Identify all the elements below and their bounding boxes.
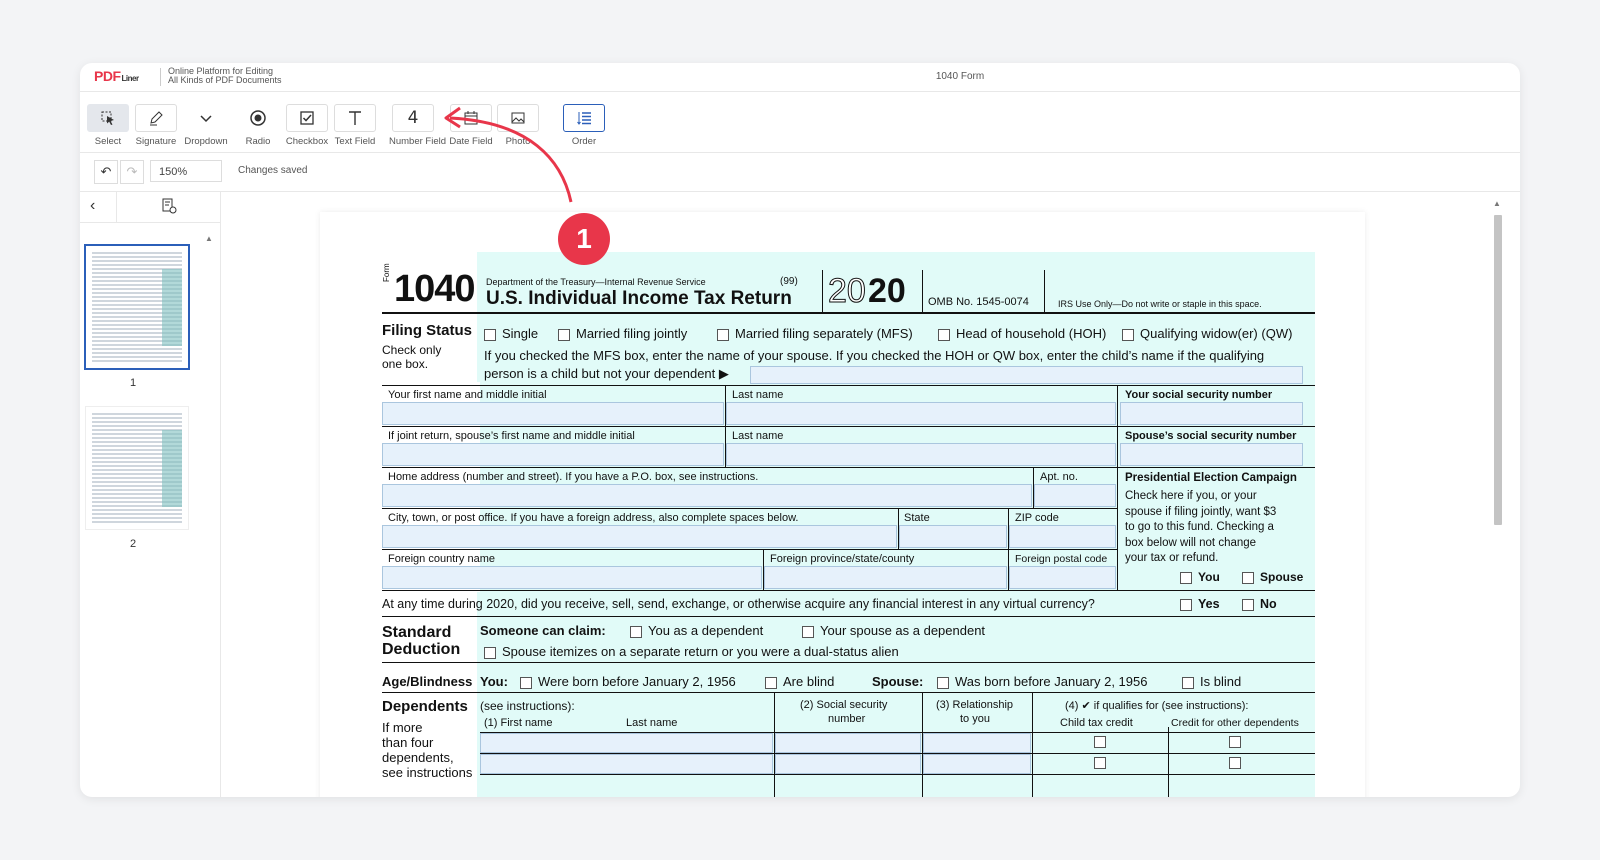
dep-col-last-name: Last name <box>626 717 678 729</box>
state-label: State <box>904 512 930 524</box>
tool-radio[interactable]: Radio <box>234 104 282 147</box>
dep-col-cod: Credit for other dependents <box>1171 717 1299 729</box>
foreign-country-field[interactable] <box>382 566 762 589</box>
dependent-name-field[interactable] <box>480 754 773 774</box>
redo-icon: ↷ <box>126 164 138 179</box>
number-icon: 4 <box>392 104 434 132</box>
zoom-input[interactable]: 150% <box>150 160 222 182</box>
tool-order[interactable]: Order <box>560 104 608 147</box>
dep-col-relationship: (3) Relationship <box>936 699 1014 711</box>
form-word: Form <box>382 263 391 282</box>
scroll-up-icon[interactable]: ▲ <box>205 234 213 243</box>
spouse-itemizes[interactable]: Spouse itemizes on a separate return or you were a dual-status alien <box>484 644 899 659</box>
you-blind[interactable]: Are blind <box>765 674 834 689</box>
tool-select[interactable]: Select <box>84 104 132 147</box>
dependents-heading: Dependents <box>382 698 468 715</box>
spouse-ssn-label: Spouse’s social security number <box>1125 430 1297 442</box>
irs-use-only: IRS Use Only—Do not write or staple in this space. <box>1058 299 1262 309</box>
you-born-before[interactable]: Were born before January 2, 1956 <box>520 674 736 689</box>
year-prefix: 20 <box>828 272 866 310</box>
tool-signature[interactable]: Signature <box>132 104 180 147</box>
dependent-ssn-field[interactable] <box>775 733 921 753</box>
foreign-province-label: Foreign province/state/county <box>770 553 915 565</box>
page-number: 2 <box>130 538 137 550</box>
spouse-last-name-field[interactable] <box>726 443 1116 466</box>
virtual-yes[interactable]: Yes <box>1180 597 1220 611</box>
dep-col-ssn-2: number <box>828 713 866 725</box>
filing-mfj[interactable]: Married filing jointly <box>558 326 687 341</box>
zip-label: ZIP code <box>1015 512 1059 524</box>
sub-toolbar <box>80 153 1520 192</box>
form-number: 1040 <box>394 268 475 310</box>
ssn-field[interactable] <box>1120 402 1303 425</box>
spouse-last-name-label: Last name <box>732 430 784 442</box>
mfs-name-field[interactable] <box>750 366 1303 384</box>
standard-heading: Standard <box>382 624 452 641</box>
tool-text-field[interactable]: Text Field <box>331 104 379 147</box>
callout-arrow <box>440 100 600 210</box>
filing-status-heading: Filing Status <box>382 322 472 339</box>
checkbox-icon <box>299 110 315 126</box>
text-icon <box>347 110 363 126</box>
step-callout-badge: 1 <box>558 213 610 265</box>
dependent-ssn-field[interactable] <box>775 754 921 774</box>
pdfliner-logo[interactable]: PDFLiner <box>94 68 139 84</box>
more-dependents-note: If more than four dependents, see instructions <box>382 720 473 780</box>
virtual-currency-question: At any time during 2020, did you receive, sell, send, exchange, or otherwise acquire any financial interest in any virtual currency? <box>382 597 1095 611</box>
foreign-province-field[interactable] <box>764 566 1007 589</box>
form-code: (99) <box>780 276 798 287</box>
dept-text: Department of the Treasury—Internal Revenue Service <box>486 277 706 287</box>
undo-button[interactable] <box>94 160 118 184</box>
foreign-country-label: Foreign country name <box>388 553 495 565</box>
apt-field[interactable] <box>1034 484 1116 507</box>
home-address-label: Home address (number and street). If you have a P.O. box, see instructions. <box>388 471 759 483</box>
pec-text: Check here if you, or your spouse if filing jointly, want $3 to go to this fund. Checking a box below will not change your tax or refund. <box>1125 490 1277 564</box>
dependent-ctc-checkbox[interactable] <box>1094 757 1112 769</box>
pec-spouse[interactable]: Spouse <box>1242 570 1303 584</box>
pdf-page <box>320 212 1365 797</box>
spouse-born-before[interactable]: Was born before January 2, 1956 <box>937 674 1147 689</box>
age-blindness-heading: Age/Blindness <box>382 674 473 689</box>
dependent-relationship-field[interactable] <box>923 754 1031 774</box>
virtual-no[interactable]: No <box>1242 597 1277 611</box>
filing-hoh[interactable]: Head of household (HOH) <box>938 326 1106 341</box>
see-instructions: (see instructions): <box>480 699 575 713</box>
filing-mfs[interactable]: Married filing separately (MFS) <box>717 326 913 341</box>
filing-single[interactable]: Single <box>484 326 538 341</box>
foreign-postal-label: Foreign postal code <box>1015 553 1108 565</box>
spouse-ssn-field[interactable] <box>1120 443 1303 466</box>
zip-field[interactable] <box>1009 525 1116 548</box>
dep-col-relationship-2: to you <box>960 713 990 725</box>
dep-col-ctc: Child tax credit <box>1060 717 1133 729</box>
deduction-heading: Deduction <box>382 641 461 658</box>
spouse-first-name-field[interactable] <box>382 443 724 466</box>
dependent-cod-checkbox[interactable] <box>1229 736 1247 748</box>
apt-label: Apt. no. <box>1040 471 1078 483</box>
tool-photo[interactable]: Photo <box>494 104 542 147</box>
page-number: 1 <box>130 377 137 389</box>
pec-title: Presidential Election Campaign <box>1125 472 1297 484</box>
spouse-label: Spouse: <box>872 674 924 689</box>
document-title: 1040 Form <box>935 71 985 82</box>
pec-you[interactable]: You <box>1180 570 1220 584</box>
state-field[interactable] <box>899 525 1007 548</box>
foreign-postal-field[interactable] <box>1009 566 1116 589</box>
page-thumbnail-1[interactable] <box>84 244 190 370</box>
someone-can-claim: Someone can claim: <box>480 623 606 638</box>
dep-col-ssn: (2) Social security <box>800 699 888 711</box>
dependent-name-field[interactable] <box>480 733 773 753</box>
last-name-label: Last name <box>732 389 784 401</box>
last-name-field[interactable] <box>726 402 1116 425</box>
dependent-cod-checkbox[interactable] <box>1229 757 1247 769</box>
redo-button[interactable] <box>120 160 144 184</box>
page-sidebar <box>80 192 221 797</box>
city-field[interactable] <box>382 525 897 548</box>
ssn-label: Your social security number <box>1125 389 1273 401</box>
spouse-first-name-label: If joint return, spouse’s first name and middle initial <box>388 430 635 442</box>
tool-checkbox[interactable]: Checkbox <box>283 104 331 147</box>
spouse-blind[interactable]: Is blind <box>1182 674 1241 689</box>
tool-date-field[interactable]: Date Field <box>447 104 495 147</box>
chevron-left-icon[interactable]: ‹ <box>90 197 96 214</box>
mfs-instructions: If you checked the MFS box, enter the name of your spouse. If you checked the HOH or QW box, enter the child’s name if the qualifying <box>484 348 1265 363</box>
city-label: City, town, or post office. If you have a foreign address, also complete spaces below. <box>388 512 799 524</box>
save-status: Changes saved <box>238 165 308 176</box>
omb-number: OMB No. 1545-0074 <box>928 296 1029 308</box>
dependent-ctc-checkbox[interactable] <box>1094 736 1112 748</box>
undo-icon: ↶ <box>100 164 112 179</box>
page-settings-icon[interactable] <box>160 197 178 219</box>
dep-col-first-name: (1) First name <box>484 717 553 729</box>
dependent-relationship-field[interactable] <box>923 733 1031 753</box>
select-icon <box>100 110 116 126</box>
radio-icon <box>249 109 267 127</box>
you-label: You: <box>480 674 508 689</box>
scroll-thumb[interactable] <box>1494 215 1502 525</box>
filing-qw[interactable]: Qualifying widow(er) (QW) <box>1122 326 1292 341</box>
first-name-field[interactable] <box>382 402 724 425</box>
scroll-up-icon[interactable]: ▲ <box>1493 199 1501 208</box>
you-as-dependent[interactable]: You as a dependent <box>630 623 763 638</box>
check-only-text: Check only <box>382 343 442 357</box>
home-address-field[interactable] <box>382 484 1032 507</box>
tool-number-field[interactable]: 4 Number Field <box>389 104 437 147</box>
form-title: U.S. Individual Income Tax Return <box>486 288 792 309</box>
tagline: Online Platform for Editing All Kinds of PDF Documents <box>168 66 282 85</box>
title-bar <box>80 63 1520 92</box>
tool-dropdown[interactable]: Dropdown <box>182 104 230 147</box>
spouse-as-dependent[interactable]: Your spouse as a dependent <box>802 623 985 638</box>
vertical-scrollbar[interactable] <box>1488 195 1508 795</box>
chevron-down-icon <box>198 110 214 126</box>
mfs-instructions-2: person is a child but not your dependent ▶ <box>484 366 729 381</box>
toolbar <box>80 92 1520 153</box>
one-box-text: one box. <box>382 357 429 371</box>
dep-col-qualifies: (4) ✔ if qualifies for (see instructions): <box>1065 700 1249 712</box>
pen-icon <box>148 110 164 126</box>
page-thumbnail-2[interactable] <box>85 406 189 530</box>
app-window <box>80 63 1520 797</box>
first-name-label: Your first name and middle initial <box>388 389 547 401</box>
year-suffix: 20 <box>868 272 906 310</box>
